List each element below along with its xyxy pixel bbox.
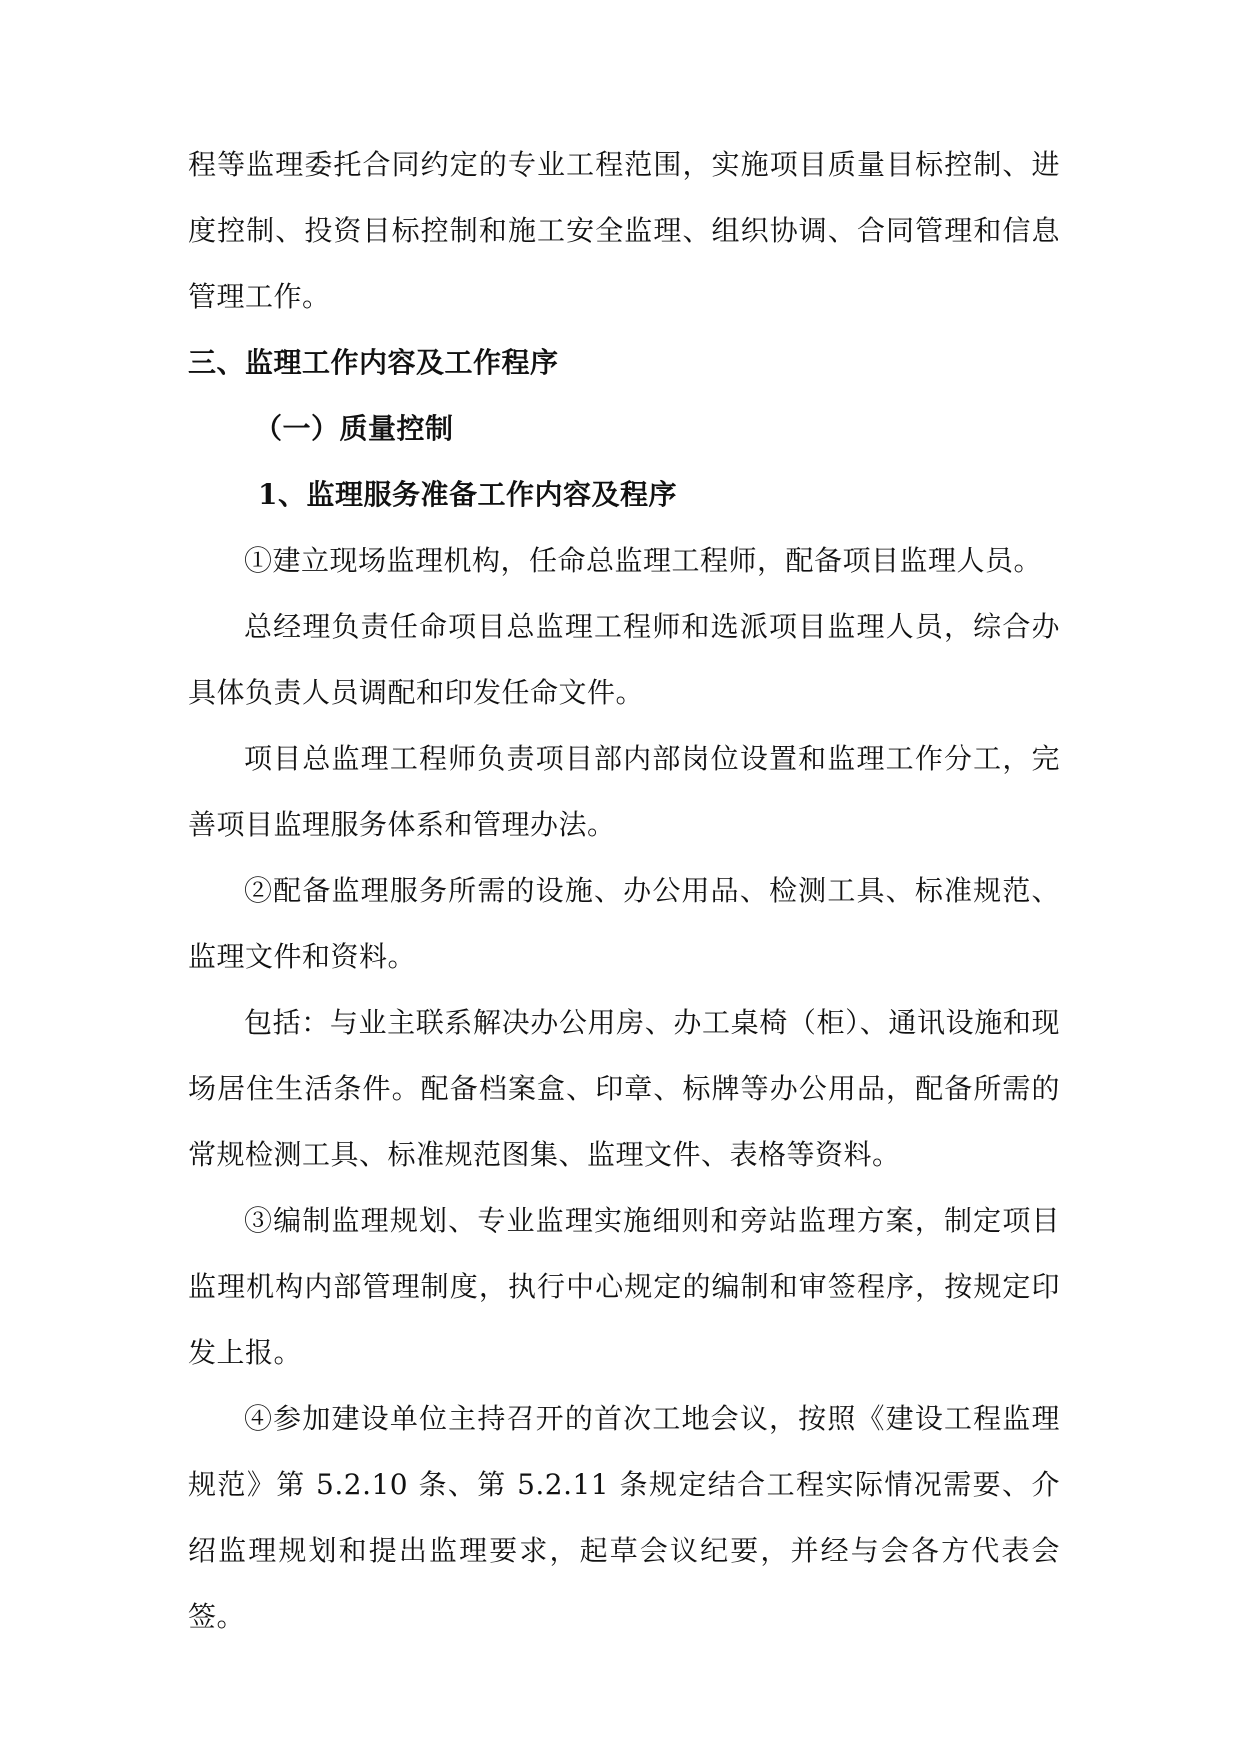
body-paragraph: 程等监理委托合同约定的专业工程范围，实施项目质量目标控制、进度控制、投资目标控制和施工安全监理、组织协调、合同管理和信息管理工作。 bbox=[188, 148, 1060, 313]
item-heading: 1、监理服务准备工作内容及程序 bbox=[258, 478, 677, 511]
section-heading: 三、监理工作内容及工作程序 bbox=[188, 346, 559, 379]
body-paragraph: 总经理负责任命项目总监理工程师和选派项目监理人员，综合办具体负责人员调配和印发任命文件。 bbox=[188, 610, 1060, 709]
body-paragraph: ②配备监理服务所需的设施、办公用品、检测工具、标准规范、监理文件和资料。 bbox=[188, 874, 1060, 973]
body-paragraph: 包括：与业主联系解决办公用房、办工桌椅（柜）、通讯设施和现场居住生活条件。配备档案盒、印章、标牌等办公用品，配备所需的常规检测工具、标准规范图集、监理文件、表格等资料。 bbox=[188, 1006, 1060, 1171]
document-body bbox=[188, 132, 1060, 1650]
body-paragraph: ④参加建设单位主持召开的首次工地会议，按照《建设工程监理规范》第 5.2.10 条、第 5.2.11 条规定结合工程实际情况需要、介绍监理规划和提出监理要求，起草会议纪要，并经与会各方代表会签。 bbox=[188, 1402, 1060, 1633]
subsection-heading: （一）质量控制 bbox=[254, 412, 454, 445]
body-paragraph: ③编制监理规划、专业监理实施细则和旁站监理方案，制定项目监理机构内部管理制度，执行中心规定的编制和审签程序，按规定印发上报。 bbox=[188, 1204, 1060, 1369]
body-paragraph: ①建立现场监理机构，任命总监理工程师，配备项目监理人员。 bbox=[244, 544, 1043, 577]
body-paragraph: 项目总监理工程师负责项目部内部岗位设置和监理工作分工，完善项目监理服务体系和管理办法。 bbox=[188, 742, 1060, 841]
